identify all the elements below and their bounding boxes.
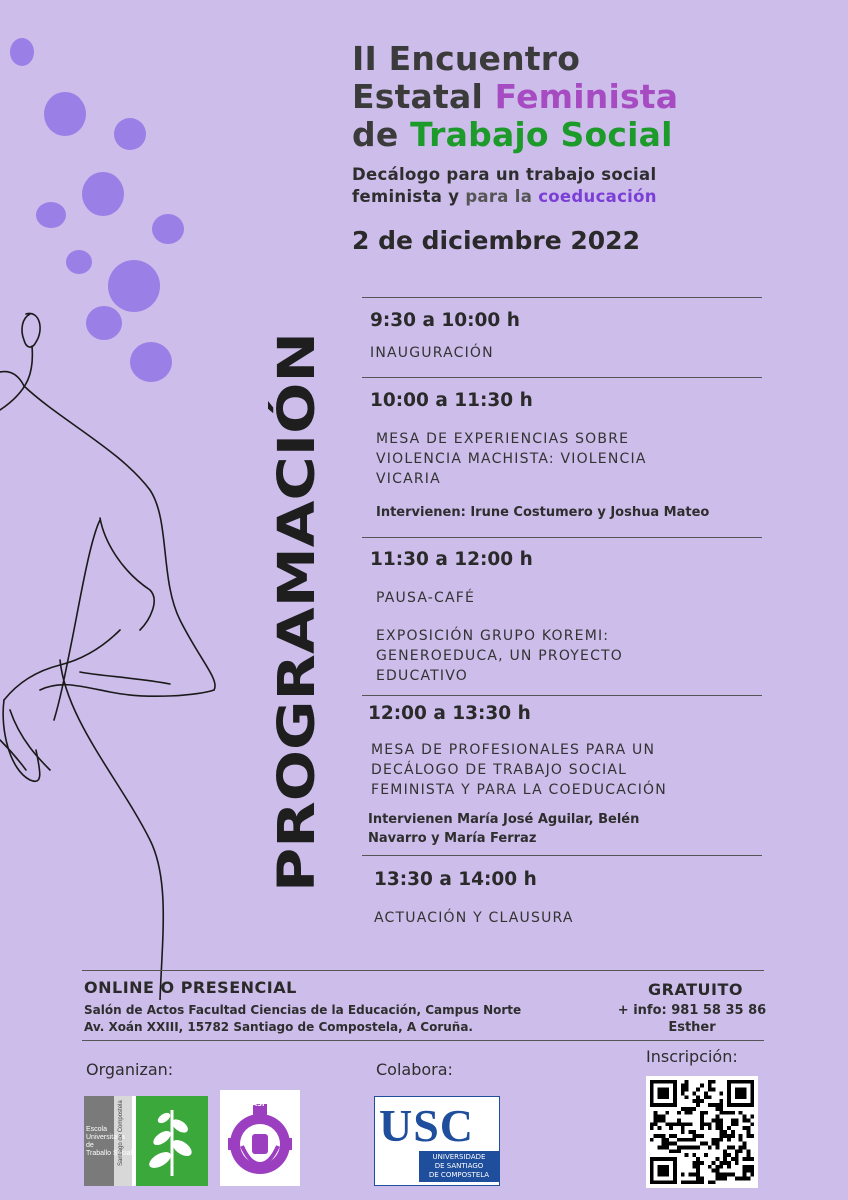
schedule-speakers: Intervienen: Irune Costumero y Joshua Mateo [376,505,710,520]
schedule-activity: EDUCATIVO [376,668,468,684]
info-phone: + info: 981 58 35 86 [617,1003,767,1018]
footer-divider [82,970,764,971]
schedule-activity: PAUSA-CAFÉ [376,590,476,606]
schedule-activity: ACTUACIÓN Y CLAUSURA [374,910,574,926]
divider [362,377,762,378]
decorative-dot [114,118,146,150]
price: GRATUITO [648,980,743,999]
schedule-activity: MESA DE PROFESIONALES PARA UN [371,742,656,758]
schedule-item [368,703,667,848]
qr-code[interactable] [646,1076,758,1188]
venue-line-2: Av. Xoán XXIII, 15782 Santiago de Compostela, A Coruña. [84,1020,473,1034]
decorative-dot [44,92,86,136]
subtitle-feminista: feminista y [352,187,466,206]
schedule-activity: GENEROEDUCA, UN PROYECTO [376,648,624,664]
event-date: 2 de diciembre 2022 [352,226,640,255]
title-line-3 [352,116,678,154]
schedule-time: 11:30 a 12:00 h [370,549,533,570]
divider [362,695,762,696]
trasfem-text: TRASFEM [241,1100,279,1108]
divider [362,855,762,856]
line-art-figure [0,300,240,1000]
schedule-speakers: Intervienen María José Aguilar, Belén [368,812,640,827]
programacion-vertical-title [268,326,328,896]
footer-divider [82,1040,764,1041]
schedule-speakers: Navarro y María Ferraz [368,831,537,846]
schedule-time: 12:00 a 13:30 h [368,703,531,724]
schedule-activity: EXPOSICIÓN GRUPO KOREMI: [376,628,610,644]
schedule-activity: MESA DE EXPERIENCIAS SOBRE [376,431,630,447]
subtitle-line-1: Decálogo para un trabajo social [352,165,657,184]
escola-side-text: Santiago de Compostela [118,1100,124,1166]
escola-logo [84,1096,208,1186]
subtitle-para-la: para la [465,187,539,206]
schedule-time: 13:30 a 14:00 h [374,869,537,890]
event-subtitle [352,164,657,208]
title-feminista: Feminista [494,77,679,116]
collaborator-label: Colabora: [376,1060,453,1079]
title-estatal: Estatal [352,77,495,116]
decorative-dot [36,202,66,228]
decorative-dot [82,172,124,216]
schedule-time: 10:00 a 11:30 h [370,390,533,411]
decorative-dot [152,214,184,244]
usc-subtext: DE SANTIAGO [434,1162,484,1170]
subtitle-coeducacion: coeducación [538,187,657,206]
title-line-2 [352,78,678,116]
escola-text: Universitaria [86,1134,125,1141]
schedule-item [374,869,574,928]
escola-text: de [86,1142,94,1149]
subtitle-line-2 [352,186,657,208]
event-title [352,40,678,154]
schedule-activity: INAUGURACIÓN [370,345,494,361]
info [614,1002,770,1036]
trasfem-logo [220,1090,300,1186]
title-de: de [352,115,411,154]
usc-logo [374,1096,500,1186]
schedule-activity: VIOLENCIA MACHISTA: VIOLENCIA [376,451,647,467]
usc-subtext: UNIVERSIDADE [432,1153,486,1161]
attendance-mode: ONLINE O PRESENCIAL [84,978,297,997]
usc-subtext: DE COMPOSTELA [428,1171,490,1179]
usc-text: USC [379,1100,475,1151]
escola-text: Escola [86,1126,108,1133]
organizers-label: Organizan: [86,1060,174,1079]
venue-line-1: Salón de Actos Facultad Ciencias de la Educación, Campus Norte [84,1003,522,1017]
programacion-text: PROGRAMACIÓN [268,418,327,892]
divider [362,297,762,298]
divider [362,537,762,538]
schedule-activity: VICARIA [376,471,441,487]
escola-text: Traballo Social [86,1150,133,1157]
info-contact: Esther [668,1020,716,1035]
title-line-1: II Encuentro [352,39,581,78]
schedule-item [370,549,623,686]
schedule-activity: DECÁLOGO DE TRABAJO SOCIAL [371,762,628,778]
title-trabajo-social: Trabajo Social [410,115,673,154]
decorative-dot [10,38,34,66]
venue [84,1002,521,1036]
schedule-time: 9:30 a 10:00 h [370,310,520,331]
leaf-icon [136,1096,208,1186]
decorative-dot [66,250,92,274]
schedule-item [370,310,520,363]
signup-label: Inscripción: [646,1047,738,1066]
schedule-activity: FEMINISTA Y PARA LA COEDUCACIÓN [371,782,667,798]
schedule-item [370,390,709,522]
